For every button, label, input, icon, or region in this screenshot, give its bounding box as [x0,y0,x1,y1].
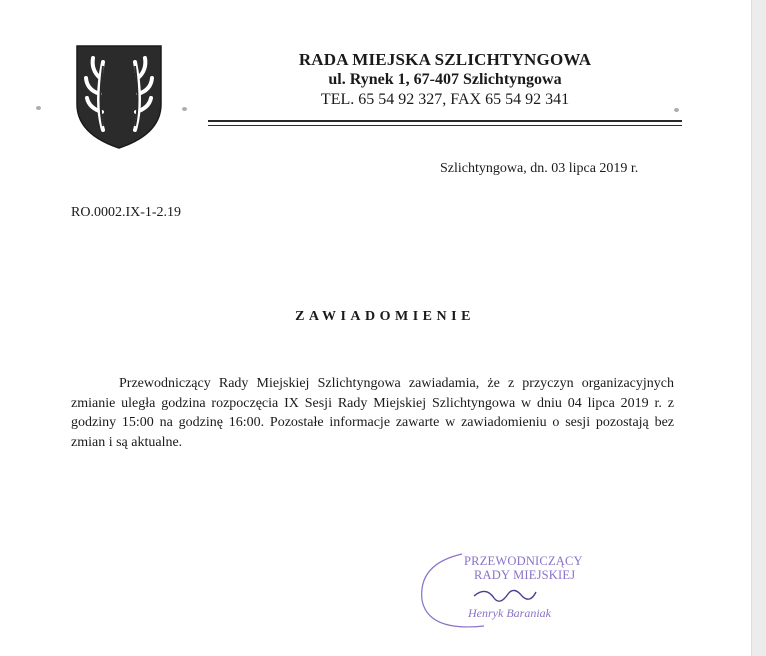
date-line: Szlichtyngowa, dn. 03 lipca 2019 r. [440,161,639,176]
document-title: ZAWIADOMIENIE [295,309,475,324]
viewer-scroll-gutter [751,0,766,656]
body-paragraph [71,374,674,452]
scan-speck [36,106,41,110]
signature-stamp [414,540,614,640]
letterhead-rule [208,120,682,122]
org-address: ul. Rynek 1, 67-407 Szlichtyngowa [328,71,562,88]
stamp-title-line2: RADY MIEJSKIEJ [474,568,576,582]
org-contact: TEL. 65 54 92 327, FAX 65 54 92 341 [320,91,570,108]
stamp-title-line1: PRZEWODNICZĄCY [464,554,583,568]
stamp-signatory-name: Henryk Baraniak [468,606,551,620]
body-paragraph-text: Przewodniczący Rady Miejskiej Szlichtyngowa zawiadamia, że z przyczyn organizacyjnych zmianie uległa godzina rozpoczęcia IX Sesji Rady Miejskiej Szlichtyngowa w dniu 04 lipca 2019 r. z godziny 15:00 na godzinę 16:00. Pozostałe informacje zawarte w zawiadomieniu o sesji pozostają bez zmian i są aktualne. [71,376,674,450]
letterhead-rule-thin [208,125,682,126]
letterhead [210,50,680,110]
reference-number: RO.0002.IX-1-2.19 [71,205,182,220]
coat-of-arms-antlers-icon [73,42,165,150]
scan-speck [182,107,187,111]
org-name: RADA MIEJSKA SZLICHTYNGOWA [298,50,592,69]
